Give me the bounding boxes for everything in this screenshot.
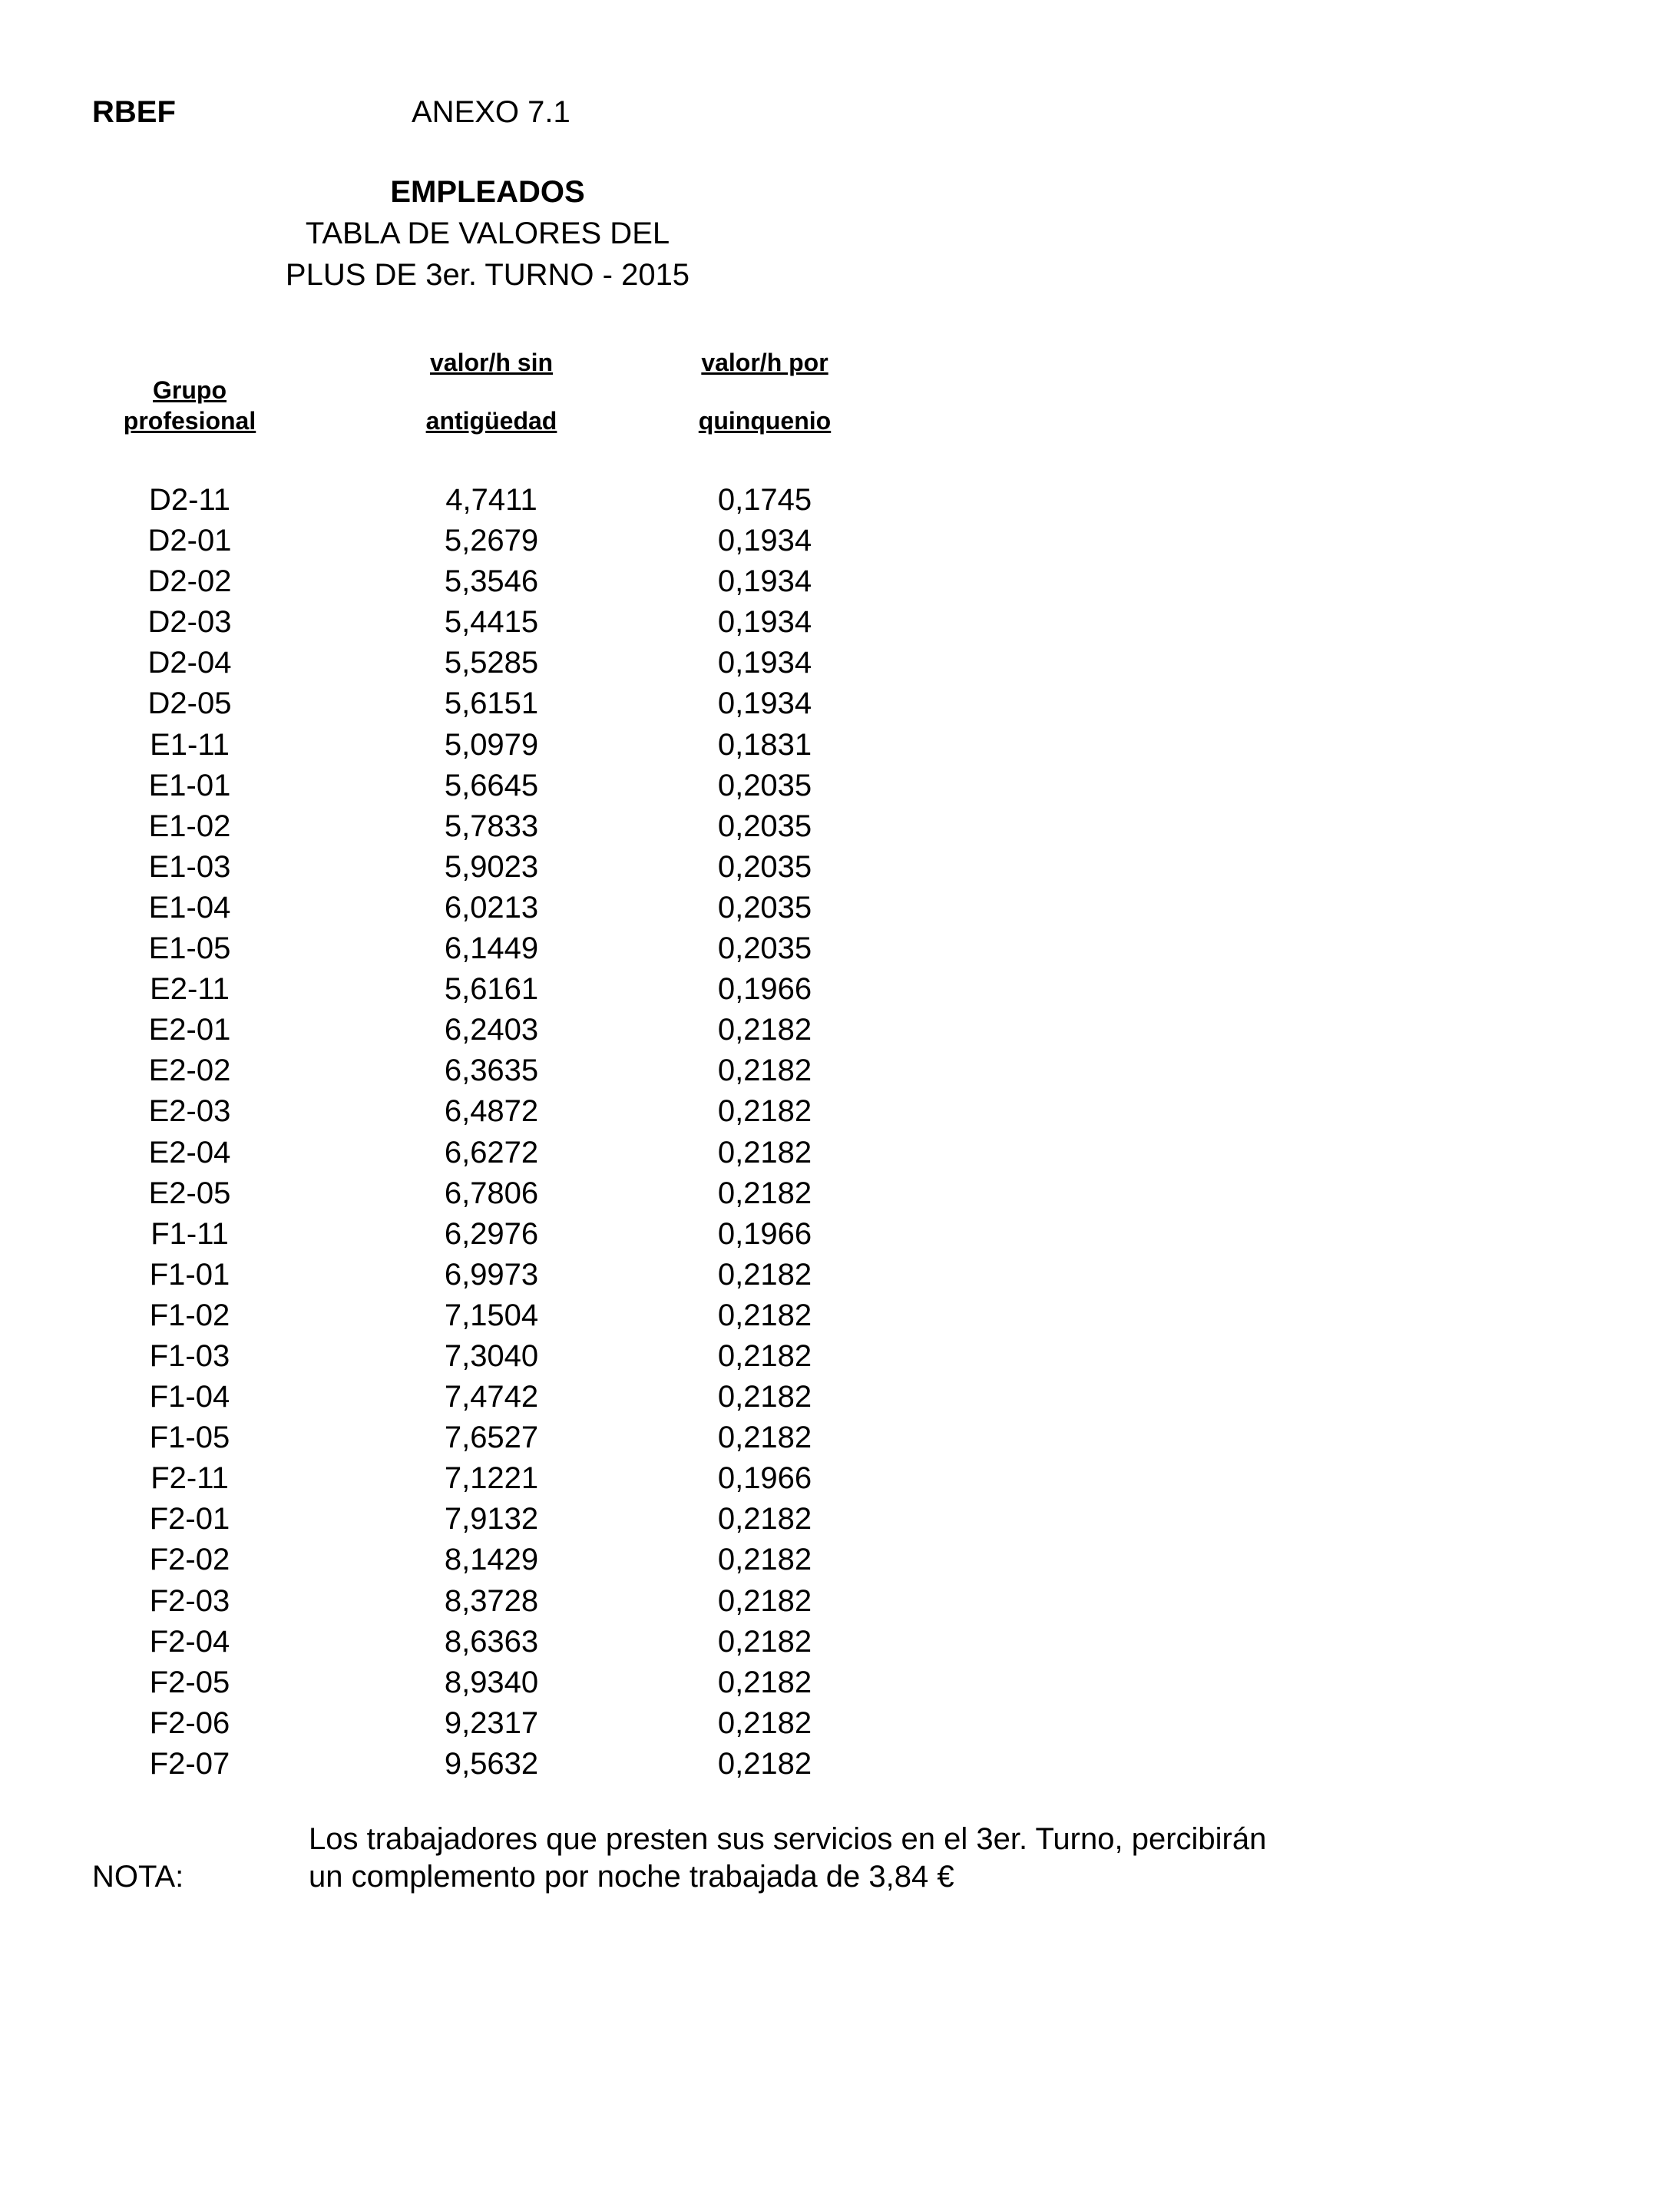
cell-valor-sin: 7,3040 [444,1338,539,1373]
table-row [0,1581,975,1622]
cell-valor-por: 0,1934 [717,686,812,721]
column-header-grupo-line1: Grupo [153,376,227,404]
cell-valor-sin: 5,3546 [444,564,539,599]
table-row [0,561,975,602]
column-header-grupo-line2: profesional [123,407,256,435]
cell-valor-sin: 5,2679 [444,524,539,558]
values-table [0,480,975,1785]
cell-valor-por: 0,2182 [717,1094,812,1129]
table-row [0,1010,975,1050]
table-row [0,1703,975,1744]
nota-text-line1: Los trabajadores que presten sus servicios en el 3er. Turno, percibirán [309,1822,1267,1856]
cell-valor-por: 0,2182 [717,1583,812,1618]
cell-valor-sin: 7,4742 [444,1380,539,1414]
cell-valor-sin: 6,6272 [444,1135,539,1169]
cell-valor-sin: 5,0979 [444,727,539,762]
table-row [0,521,975,561]
cell-grupo: E1-03 [148,849,231,884]
cell-valor-por: 0,2035 [717,768,812,802]
table-row [0,1255,975,1295]
cell-valor-sin: 6,9973 [444,1257,539,1292]
cell-valor-sin: 5,6645 [444,768,539,802]
cell-valor-sin: 9,5632 [444,1746,539,1781]
cell-grupo: F1-01 [149,1257,230,1292]
cell-grupo: E1-11 [150,727,230,762]
page-subtitle-line2: PLUS DE 3er. TURNO - 2015 [285,258,690,292]
cell-valor-sin: 5,4415 [444,605,539,640]
table-row [0,1540,975,1580]
cell-grupo: D2-01 [147,524,232,558]
cell-grupo: F1-02 [149,1298,230,1332]
page-title: EMPLEADOS [390,175,585,209]
column-header-por-line2: quinquenio [698,407,832,435]
cell-grupo: D2-05 [147,686,232,721]
table-row [0,1173,975,1214]
cell-valor-por: 0,2035 [717,809,812,843]
cell-grupo: D2-03 [147,605,232,640]
cell-valor-sin: 4,7411 [445,483,537,517]
table-row [0,1662,975,1703]
cell-grupo: D2-04 [147,646,232,680]
cell-valor-sin: 6,4872 [444,1094,539,1129]
cell-valor-sin: 7,1504 [444,1298,539,1332]
cell-grupo: F2-06 [149,1705,230,1740]
cell-grupo: F1-04 [149,1380,230,1414]
cell-valor-por: 0,2182 [717,1054,812,1088]
cell-valor-por: 0,1966 [717,972,812,1007]
column-header-sin-line2: antigüedad [425,407,557,435]
cell-valor-sin: 6,2976 [444,1216,539,1251]
cell-grupo: D2-02 [147,564,232,599]
cell-valor-sin: 6,1449 [444,931,539,966]
table-row [0,725,975,766]
cell-grupo: E2-02 [148,1054,231,1088]
table-row [0,1295,975,1336]
cell-valor-por: 0,2035 [717,890,812,925]
table-row [0,1377,975,1418]
cell-valor-sin: 5,6151 [444,686,539,721]
cell-grupo: E2-01 [148,1013,231,1047]
cell-grupo: F2-05 [149,1665,230,1699]
table-row [0,847,975,888]
cell-grupo: E1-05 [148,931,231,966]
cell-valor-por: 0,2182 [717,1421,812,1455]
cell-valor-por: 0,2182 [717,1298,812,1332]
table-row [0,1458,975,1499]
table-row [0,1744,975,1785]
cell-valor-por: 0,2182 [717,1746,812,1781]
cell-valor-por: 0,1745 [717,483,812,517]
cell-grupo: E2-04 [148,1135,231,1169]
table-row [0,1336,975,1377]
cell-valor-por: 0,2182 [717,1705,812,1740]
table-row [0,1214,975,1255]
cell-valor-por: 0,2182 [717,1624,812,1659]
cell-grupo: E1-01 [148,768,231,802]
cell-valor-sin: 6,3635 [444,1054,539,1088]
cell-valor-sin: 8,9340 [444,1665,539,1699]
table-row [0,1133,975,1173]
table-row [0,1091,975,1132]
nota-text-line2: un complemento por noche trabajada de 3,84 € [309,1860,954,1894]
cell-grupo: E2-03 [148,1094,231,1129]
column-header-sin-line1: valor/h sin [429,349,554,376]
cell-valor-por: 0,1831 [717,727,812,762]
cell-valor-sin: 6,0213 [444,890,539,925]
cell-valor-sin: 8,1429 [444,1543,539,1577]
cell-valor-sin: 9,2317 [444,1705,539,1740]
cell-valor-por: 0,1934 [717,564,812,599]
table-row [0,1418,975,1458]
cell-valor-por: 0,2182 [717,1013,812,1047]
cell-valor-sin: 7,9132 [444,1502,539,1537]
cell-valor-por: 0,1934 [717,524,812,558]
cell-grupo: F1-11 [150,1216,229,1251]
cell-valor-por: 0,2182 [717,1135,812,1169]
header-annex: ANEXO 7.1 [412,95,570,129]
cell-grupo: E1-02 [148,809,231,843]
cell-valor-sin: 7,1221 [444,1461,539,1496]
table-row [0,888,975,928]
cell-valor-por: 0,2182 [717,1502,812,1537]
cell-grupo: F2-03 [149,1583,230,1618]
cell-valor-por: 0,2182 [717,1338,812,1373]
cell-grupo: F2-07 [149,1746,230,1781]
table-row [0,928,975,969]
cell-valor-por: 0,1966 [717,1216,812,1251]
cell-valor-por: 0,2035 [717,849,812,884]
table-row [0,683,975,724]
cell-grupo: D2-11 [149,483,230,517]
cell-grupo: F1-03 [149,1338,230,1373]
cell-valor-por: 0,2182 [717,1176,812,1210]
cell-valor-sin: 6,7806 [444,1176,539,1210]
table-row [0,806,975,847]
table-row [0,1499,975,1540]
cell-grupo: F2-01 [149,1502,230,1537]
cell-grupo: F1-05 [149,1421,230,1455]
column-header-por-line1: valor/h por [701,349,828,376]
cell-valor-sin: 6,2403 [444,1013,539,1047]
cell-valor-sin: 5,6161 [444,972,539,1007]
cell-grupo: F2-02 [149,1543,230,1577]
header-rbef: RBEF [92,95,176,129]
cell-grupo: F2-04 [149,1624,230,1659]
cell-valor-por: 0,1966 [717,1461,812,1496]
table-row [0,1622,975,1662]
cell-valor-por: 0,2182 [717,1665,812,1699]
cell-grupo: F2-11 [150,1461,229,1496]
cell-valor-sin: 8,3728 [444,1583,539,1618]
table-row [0,602,975,643]
table-row [0,969,975,1010]
cell-valor-sin: 5,7833 [444,809,539,843]
cell-grupo: E2-11 [150,972,230,1007]
cell-valor-sin: 5,5285 [444,646,539,680]
nota-label: NOTA: [92,1860,184,1894]
cell-valor-por: 0,1934 [717,646,812,680]
cell-valor-sin: 5,9023 [444,849,539,884]
cell-grupo: E2-05 [148,1176,231,1210]
cell-valor-sin: 7,6527 [444,1421,539,1455]
table-row [0,1050,975,1091]
cell-valor-por: 0,2182 [717,1543,812,1577]
page-subtitle-line1: TABLA DE VALORES DEL [305,217,670,250]
cell-valor-por: 0,2182 [717,1257,812,1292]
cell-grupo: E1-04 [148,890,231,925]
table-row [0,480,975,521]
cell-valor-por: 0,2035 [717,931,812,966]
cell-valor-por: 0,2182 [717,1380,812,1414]
cell-valor-sin: 8,6363 [444,1624,539,1659]
table-row [0,643,975,683]
table-row [0,766,975,806]
cell-valor-por: 0,1934 [717,605,812,640]
